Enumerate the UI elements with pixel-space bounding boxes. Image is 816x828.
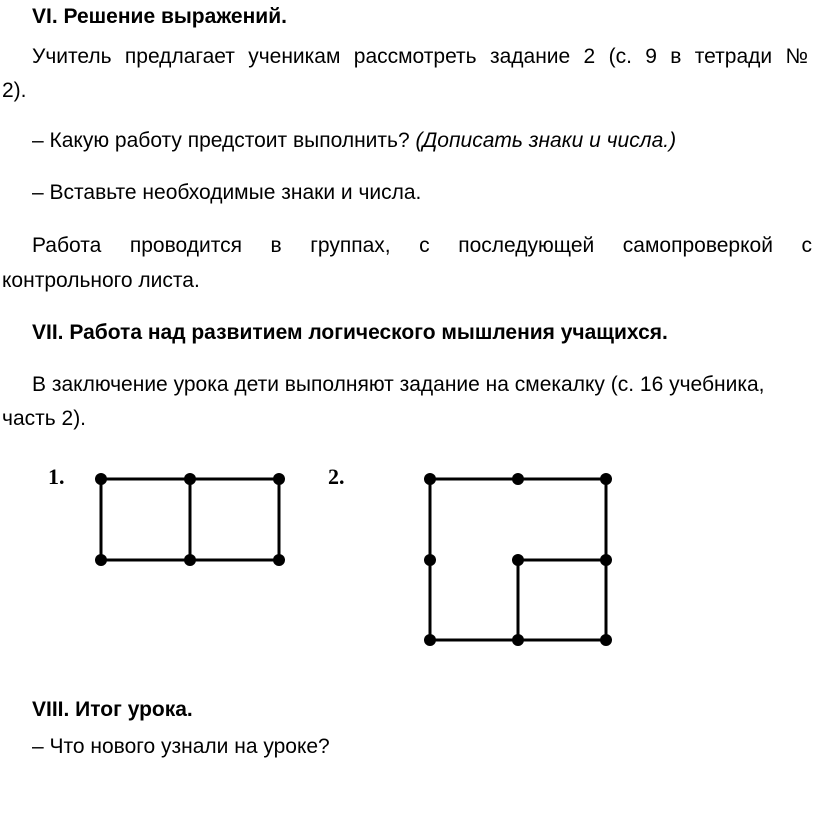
section-8-heading: VIII. Итог урока. [32,698,193,721]
section-8-question: – Что нового узнали на уроке? [32,735,330,758]
section-6-heading: VI. Решение выражений. [32,5,287,28]
figure-1-label: 1. [48,464,65,489]
section-6-paragraph-2-line-1: Работа проводится в группах, с последующей самопроверкой с [32,234,812,257]
figure-2-label: 2. [328,464,345,489]
fig2-node [600,473,612,485]
question-1-text: – Какую работу предстоит выполнить? [32,129,416,152]
question-2: – Вставьте необходимые знаки и числа. [32,181,422,204]
section-7-paragraph-line-2: часть 2). [2,407,87,430]
fig2-node [424,473,436,485]
fig2-node [512,634,524,646]
fig2-node [424,554,436,566]
fig2-node [512,554,524,566]
section-6-paragraph-1-line-1: Учитель предлагает ученикам рассмотреть задание 2 (с. 9 в тетради № [32,45,808,68]
fig2-node [512,473,524,485]
section-6-paragraph-1-line-2: 2). [2,79,27,102]
section-7-heading: VII. Работа над развитием логического мышления учащихся. [32,321,668,344]
fig2-node [600,634,612,646]
question-1-answer: (Дописать знаки и числа.) [415,129,677,152]
section-6-paragraph-2-line-2: контрольного листа. [2,269,200,292]
fig2-node [600,554,612,566]
section-7-paragraph-line-1: В заключение урока дети выполняют задание на смекалку (с. 16 учебника, [32,373,765,396]
fig2-node [424,634,436,646]
